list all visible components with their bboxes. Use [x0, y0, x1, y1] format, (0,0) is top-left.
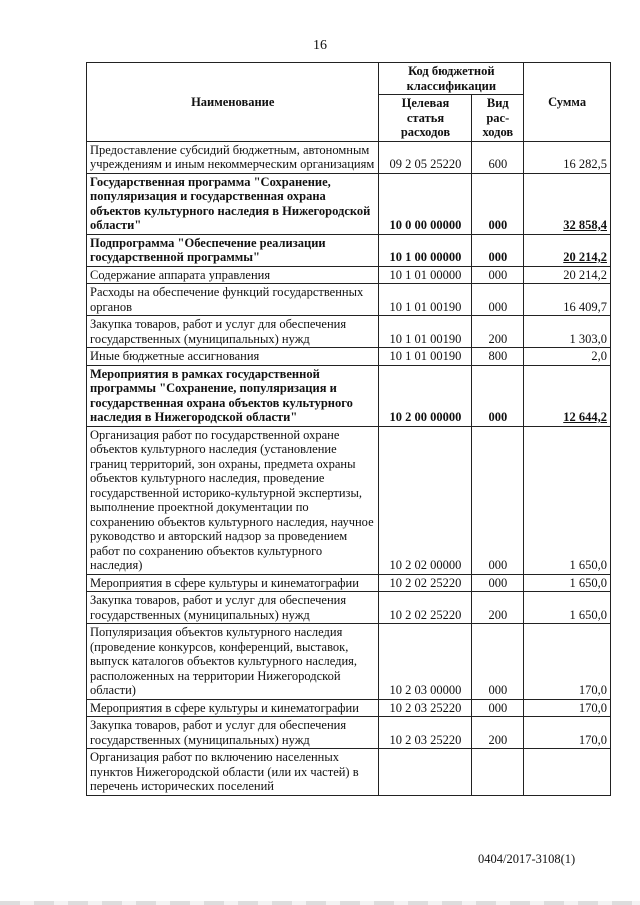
table-row [87, 141, 611, 173]
row-sum: 16 282,5 [524, 141, 611, 173]
table-header [87, 63, 611, 142]
row-target-code: 10 2 03 25220 [379, 717, 472, 749]
row-name: Мероприятия в рамках государственной программы "Сохранение, популяризация и государственная охрана объектов культурного наследия в Нижегородской области" [87, 365, 379, 426]
row-name: Предоставление субсидий бюджетным, автономным учреждениям и иным некоммерческим организациям [87, 141, 379, 173]
row-target-code: 10 1 01 00190 [379, 348, 472, 366]
row-name: Государственная программа "Сохранение, популяризация и государственная охрана объектов культурного наследия в Нижегородской области" [87, 173, 379, 234]
row-sum [524, 749, 611, 796]
budget-table [86, 62, 611, 796]
row-expense-kind: 000 [472, 574, 524, 592]
row-sum: 170,0 [524, 699, 611, 717]
row-sum: 1 650,0 [524, 592, 611, 624]
row-target-code: 10 1 01 00190 [379, 284, 472, 316]
row-target-code: 10 1 00 00000 [379, 234, 472, 266]
row-target-code: 10 2 02 25220 [379, 592, 472, 624]
row-expense-kind: 000 [472, 284, 524, 316]
row-target-code: 10 2 03 00000 [379, 624, 472, 700]
row-sum: 32 858,4 [524, 173, 611, 234]
table-row [87, 426, 611, 574]
row-expense-kind: 000 [472, 365, 524, 426]
row-expense-kind: 000 [472, 426, 524, 574]
row-expense-kind: 600 [472, 141, 524, 173]
row-expense-kind [472, 749, 524, 796]
scan-edge [0, 901, 640, 905]
row-name: Закупка товаров, работ и услуг для обеспечения государственных (муниципальных) нужд [87, 316, 379, 348]
table-row [87, 717, 611, 749]
row-expense-kind: 000 [472, 234, 524, 266]
table-row [87, 624, 611, 700]
table-row [87, 749, 611, 796]
row-target-code: 10 2 02 00000 [379, 426, 472, 574]
table-row [87, 365, 611, 426]
row-expense-kind: 200 [472, 717, 524, 749]
row-name: Закупка товаров, работ и услуг для обеспечения государственных (муниципальных) нужд [87, 592, 379, 624]
row-sum: 170,0 [524, 717, 611, 749]
row-target-code: 10 2 03 25220 [379, 699, 472, 717]
row-expense-kind: 800 [472, 348, 524, 366]
table-row [87, 699, 611, 717]
row-sum: 12 644,2 [524, 365, 611, 426]
row-sum: 20 214,2 [524, 234, 611, 266]
header-target: Целевая статья расходов [379, 95, 472, 142]
table-row [87, 592, 611, 624]
row-name: Организация работ по включению населенных пунктов Нижегородской области (или их частей) в перечень исторических поселений [87, 749, 379, 796]
row-sum: 1 650,0 [524, 426, 611, 574]
row-expense-kind: 000 [472, 173, 524, 234]
table-body [87, 141, 611, 795]
row-target-code: 10 1 01 00190 [379, 316, 472, 348]
document-code: 0404/2017-3108(1) [478, 852, 576, 866]
table-row [87, 348, 611, 366]
row-name: Содержание аппарата управления [87, 266, 379, 284]
row-target-code: 09 2 05 25220 [379, 141, 472, 173]
row-expense-kind: 000 [472, 624, 524, 700]
page-number: 16 [313, 38, 327, 53]
table-row [87, 234, 611, 266]
header-name: Наименование [87, 63, 379, 142]
table-row [87, 284, 611, 316]
row-name: Иные бюджетные ассигнования [87, 348, 379, 366]
row-name: Расходы на обеспечение функций государственных органов [87, 284, 379, 316]
row-name: Закупка товаров, работ и услуг для обеспечения государственных (муниципальных) нужд [87, 717, 379, 749]
table-row [87, 173, 611, 234]
row-sum: 16 409,7 [524, 284, 611, 316]
row-expense-kind: 200 [472, 592, 524, 624]
row-sum: 170,0 [524, 624, 611, 700]
row-sum: 1 303,0 [524, 316, 611, 348]
header-kind: Вид рас-ходов [472, 95, 524, 142]
row-expense-kind: 000 [472, 266, 524, 284]
header-sum: Сумма [524, 63, 611, 142]
table-row [87, 574, 611, 592]
row-sum: 1 650,0 [524, 574, 611, 592]
table-row [87, 266, 611, 284]
row-target-code: 10 0 00 00000 [379, 173, 472, 234]
row-name: Организация работ по государственной охране объектов культурного наследия (установление границ территорий, зон охраны, предмета охраны объектов культурного наследия, проведение государственной историко-культурной экспертизы, выполнение проектной документации по сохранению объектов культурного наследия, научное руководство и авторский надзор за проведением работ по сохранению объектов культурного наследия) [87, 426, 379, 574]
row-target-code: 10 2 00 00000 [379, 365, 472, 426]
row-sum: 20 214,2 [524, 266, 611, 284]
row-target-code: 10 2 02 25220 [379, 574, 472, 592]
row-name: Популяризация объектов культурного наследия (проведение конкурсов, конференций, выставок, выпуск каталогов объектов культурного наследия, расположенных на территории Нижегородской области) [87, 624, 379, 700]
header-code-group: Код бюджетной классификации [379, 63, 524, 95]
row-sum: 2,0 [524, 348, 611, 366]
row-name: Мероприятия в сфере культуры и кинематографии [87, 699, 379, 717]
row-name: Мероприятия в сфере культуры и кинематографии [87, 574, 379, 592]
row-expense-kind: 200 [472, 316, 524, 348]
row-name: Подпрограмма "Обеспечение реализации государственной программы" [87, 234, 379, 266]
row-target-code: 10 1 01 00000 [379, 266, 472, 284]
row-expense-kind: 000 [472, 699, 524, 717]
table-row [87, 316, 611, 348]
row-target-code [379, 749, 472, 796]
